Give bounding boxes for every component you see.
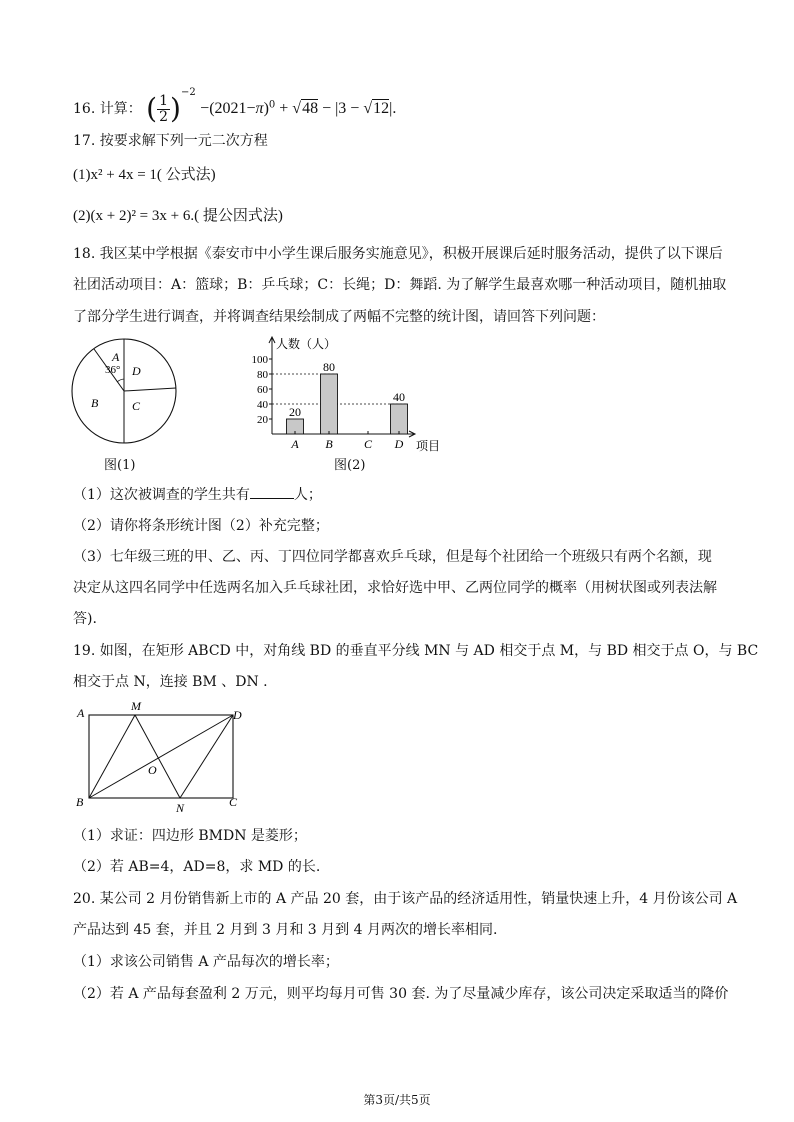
q19-line1: 19. 如图，在矩形 ABCD 中，对角线 BD 的垂直平分线 MN 与 AD 相交于点 M，与 BD 相交于点 O，与 BC: [73, 643, 759, 659]
data-label-D: 40: [393, 390, 405, 404]
page-footer: 第3页/共5页: [363, 1093, 431, 1107]
pi-symbol: π: [255, 100, 264, 117]
q19-line2: 相交于点 N，连接 BM 、DN .: [73, 674, 268, 690]
bar-caption: 图(2): [334, 458, 366, 473]
label-b: B: [76, 795, 84, 809]
q19-sub1: （1）求证：四边形 BMDN 是菱形；: [73, 828, 307, 844]
paren-close: ): [170, 92, 181, 125]
fraction: [157, 94, 170, 125]
sqrt-48: 48: [302, 100, 319, 117]
minus-abs: − |3 −: [318, 100, 364, 117]
diagonal-bd: [89, 715, 233, 798]
q18-sub3-line2: 决定从这四名同学中任选两名加入乒乓球社团，求恰好选中甲、乙两位同学的概率（用树状图或列表法解: [73, 580, 717, 596]
q18-sub1-post: 人；: [293, 487, 322, 503]
term-2021-close: ): [263, 100, 269, 117]
x-tick-label-C: C: [363, 437, 373, 451]
q20-line1: 20. 某公司 2 月份销售新上市的 A 产品 20 套，由于该产品的经济适用性，销量快速上升，4 月份该公司 A: [73, 891, 738, 907]
q18-sub2: （2）请你将条形统计图（2）补充完整；: [73, 518, 329, 534]
sqrt-12: 12: [373, 100, 390, 117]
data-label-B: 80: [323, 360, 335, 374]
q18-line2: 社团活动项目：A：篮球；B：乒乓球；C：长绳；D：舞蹈. 为了解学生最喜欢哪一种活动项目，随机抽取: [73, 277, 727, 293]
fraction-denominator: 2: [159, 108, 169, 125]
label-c: C: [229, 795, 238, 809]
x-axis-label: 项目: [416, 439, 441, 453]
pie-caption: 图(1): [104, 458, 136, 473]
abs-end: |.: [389, 100, 397, 117]
q18-sub3-line1: （3）七年级三班的甲、乙、丙、丁四位同学都喜欢乒乓球，但是每个社团给一个班级只有两个名额，现: [73, 549, 712, 565]
pie-radius-right: [124, 388, 176, 391]
q16-label: 16. 计算：: [73, 101, 142, 117]
q17-part1: (1)x² + 4x = 1( 公式法): [73, 167, 216, 183]
rectangle-figure: [72, 696, 252, 820]
segment-dn: [180, 715, 233, 798]
segment-mn: [135, 715, 180, 798]
plus-sign: +: [275, 100, 293, 117]
x-tick-label-D: D: [394, 437, 404, 451]
label-o: O: [148, 763, 157, 777]
q19-sub2: （2）若 AB=4，AD=8，求 MD 的长.: [73, 859, 321, 875]
bar-B: [321, 374, 338, 434]
pie-angle-label: 36°: [105, 364, 121, 376]
pie-label-a: A: [112, 350, 120, 364]
fraction-numerator: 1: [159, 92, 169, 109]
q18-line1: 18. 我区某中学根据《泰安市中小学生课后服务实施意见》，积极开展课后延时服务活动，提供了以下课后: [73, 246, 723, 262]
label-m: M: [131, 699, 141, 713]
pie-label-d: D: [132, 364, 141, 378]
q20-sub1: （1）求该公司销售 A 产品每次的增长率；: [73, 954, 339, 970]
sqrt-sign-12: √: [363, 100, 373, 117]
label-d: D: [233, 708, 242, 722]
q18-line3: 了部分学生进行调查，并将调查结果绘制成了两幅不完整的统计图，请回答下列问题：: [73, 309, 605, 325]
y-tick-label-20: 20: [257, 414, 268, 426]
q18-sub3-line3: 答).: [73, 611, 97, 627]
data-label-A: 20: [289, 405, 301, 419]
term-2021: −(2021−: [200, 100, 256, 117]
y-tick-label-100: 100: [251, 354, 268, 366]
y-axis-label: 人数（人）: [276, 337, 337, 351]
q16-line: [73, 84, 396, 125]
q20-line2: 产品达到 45 套，并且 2 月到 3 月和 3 月到 4 月两次的增长率相同.: [73, 922, 498, 938]
q20-sub2: （2）若 A 产品每套盈利 2 万元，则平均每月可售 30 套. 为了尽量减少库存，该公司决定采取适当的降价: [73, 986, 729, 1002]
exponent-0: 0: [268, 99, 276, 111]
answer-blank[interactable]: [250, 486, 294, 499]
x-tick-label-B: B: [325, 437, 333, 451]
y-tick-label-80: 80: [257, 369, 268, 381]
x-tick-label-A: A: [291, 437, 299, 451]
sqrt-sign-48: √: [292, 100, 302, 117]
label-a: A: [77, 706, 85, 720]
exponent-1: −2: [180, 87, 196, 98]
y-tick-label-60: 60: [257, 384, 268, 396]
paren-open: (: [146, 92, 158, 125]
q17-part2: (2)(x + 2)² = 3x + 6.( 提公因式法): [73, 208, 283, 224]
q18-sub1-pre: （1）这次被调查的学生共有: [73, 487, 250, 503]
pie-chart-figure: [66, 328, 186, 448]
label-n: N: [176, 801, 185, 815]
q17-intro: 17. 按要求解下列一元二次方程: [73, 133, 268, 149]
angle-arc: [117, 379, 124, 382]
bar-D: [391, 404, 408, 434]
y-tick-label-40: 40: [257, 399, 268, 411]
pie-label-c: C: [132, 399, 141, 413]
pie-label-b: B: [91, 396, 99, 410]
segment-bm: [89, 715, 135, 798]
q18-sub1: [73, 486, 322, 504]
bar-chart-figure: [244, 336, 454, 456]
